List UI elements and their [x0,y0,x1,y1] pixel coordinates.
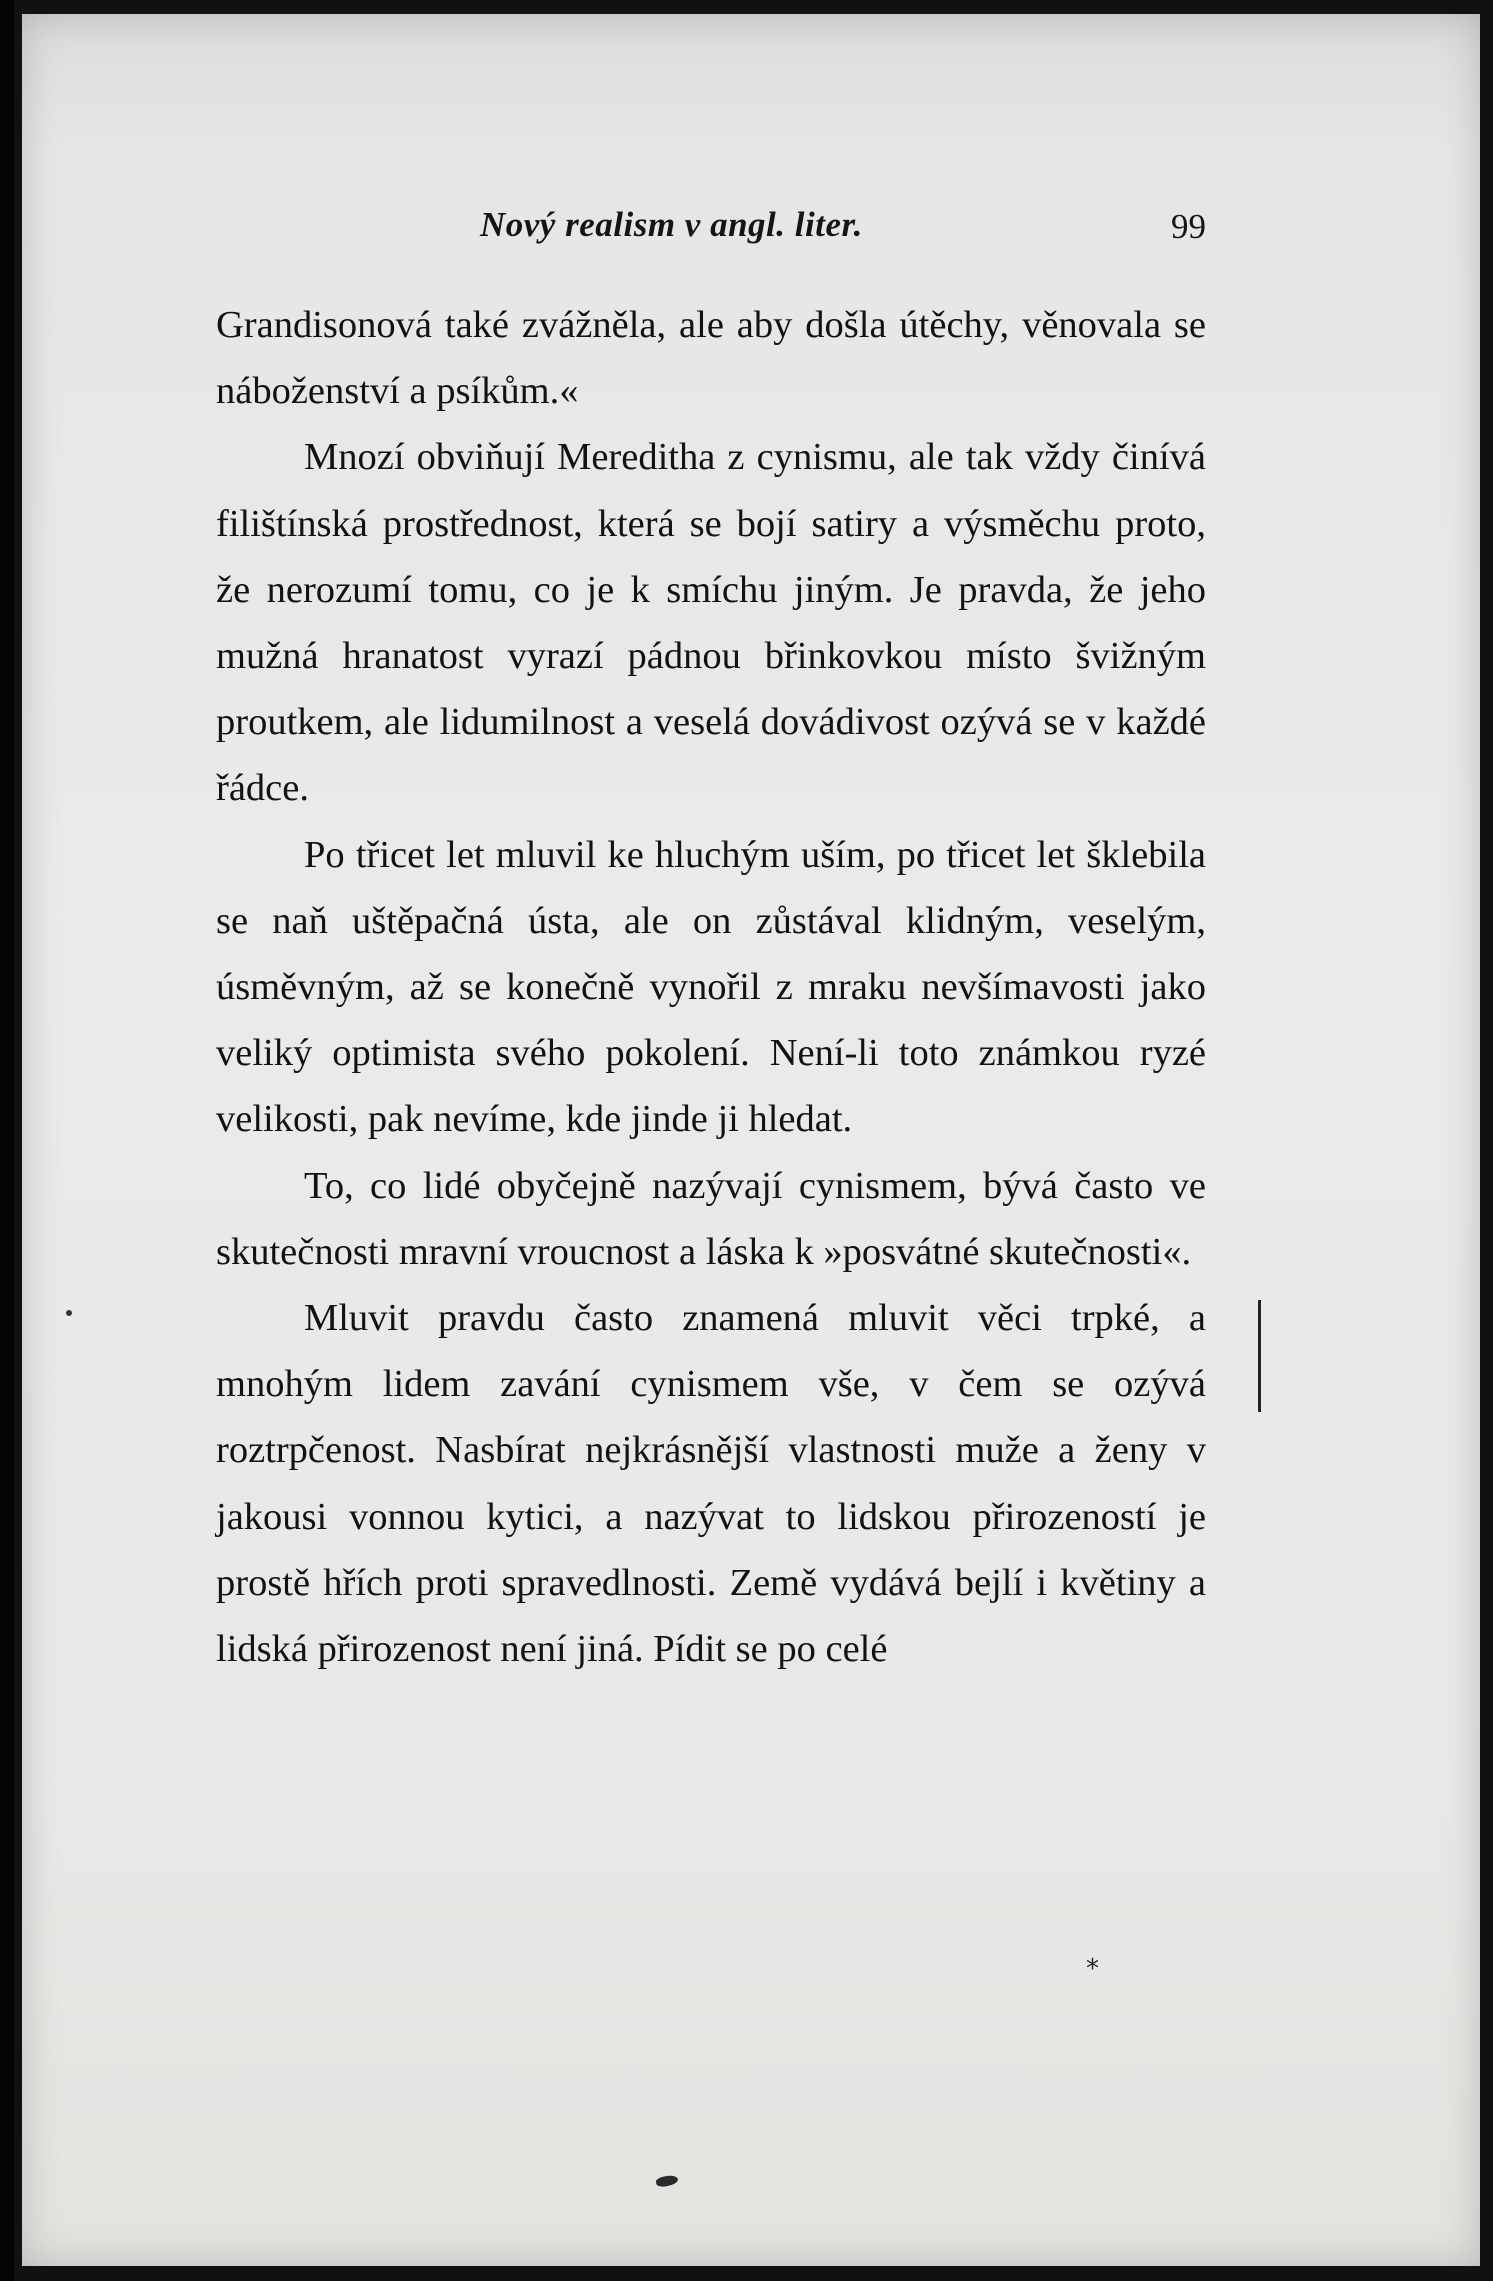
body-text [216,292,1206,1682]
margin-dot [66,1310,72,1316]
running-title: Nový realism v angl. liter. [480,205,863,244]
page-number: 99 [1171,207,1206,246]
margin-pencil-mark [1258,1300,1261,1412]
signature-mark: * [1086,1954,1099,1984]
paragraph-1: Grandisonová také zvážněla, ale aby došla útěchy, věnovala se náboženství a psíkům.« [216,304,1206,413]
paragraph-2: Mnozí obviňují Mereditha z cynismu, ale tak vždy činívá filištínská prostřednost, která se bojí satiry a výsměchu proto, že nerozumí tomu, co je k smíchu jiným. Je pravda, že jeho mužná hranatost vyrazí pádnou břinkovkou místo švižným proutkem, ale lidumilnost a veselá dovádivost ozývá se v každé řádce. [216,436,1206,810]
paragraph-3: Po třicet let mluvil ke hluchým uším, po třicet let šklebila se naň uštěpačná ústa, ale on zůstával klidným, veselým, úsměvným, až se konečně vynořil z mraku nevšímavosti jako veliký optimista svého pokolení. Není-li toto známkou ryzé velikosti, pak nevíme, kde jinde ji hledat. [216,833,1206,1141]
binding-edge [0,0,14,2281]
paragraph-5: Mluvit pravdu často znamená mluvit věci trpké, a mnohým lidem zavání cynismem vše, v čem se ozývá roztrpčenost. Nasbírat nejkrásnější vlastnosti muže a ženy v jakousi vonnou kytici, a nazývat to lidskou přirozeností je prostě hřích proti spravedlnosti. Země vydává bejlí i květiny a lidská přirozenost není jiná. Pídit se po celé [216,1297,1206,1671]
paragraph-4: To, co lidé obyčejně nazývají cynismem, bývá často ve skutečnosti mravní vroucnost a láska k »posvátné skutečnosti«. [216,1164,1206,1273]
page-header [216,205,1206,255]
